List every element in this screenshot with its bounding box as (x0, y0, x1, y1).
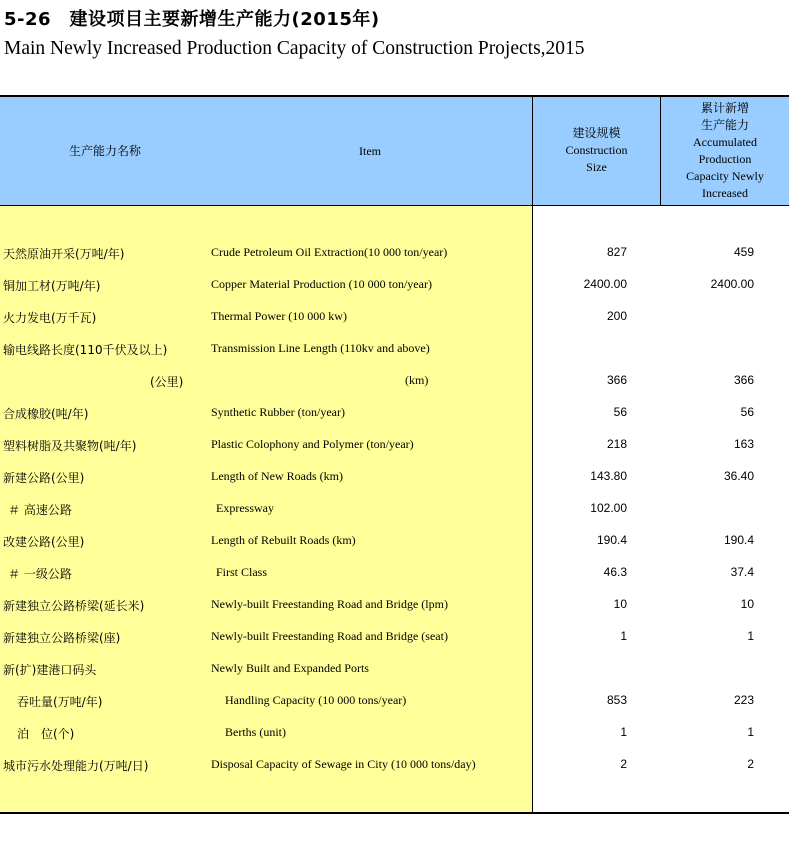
row-accumulated-capacity: 459 (733, 245, 754, 259)
row-construction-size: 1 (620, 725, 627, 739)
table-row (0, 309, 789, 341)
row-construction-size: 102.00 (590, 501, 627, 515)
table-row (0, 693, 789, 725)
header-acc-english-2: Production (698, 152, 752, 166)
table-row (0, 597, 789, 629)
header-item: Item (359, 144, 381, 158)
row-accumulated-capacity: 37.4 (730, 565, 754, 579)
header-size-english-1: Construction (565, 143, 628, 157)
row-construction-size: 143.80 (590, 469, 627, 483)
row-accumulated-capacity: 2400.00 (710, 277, 754, 291)
table-row (0, 501, 789, 533)
row-item-english: Disposal Capacity of Sewage in City (10 000 tons/day) (211, 757, 476, 771)
statistics-table (0, 95, 789, 815)
table-header-rule (0, 205, 789, 206)
header-acc-chinese-1: 累计新增 (700, 101, 749, 115)
row-name-chinese: ＃ 高速公路 (8, 503, 72, 517)
row-name-chinese: ＃ 一级公路 (8, 567, 72, 581)
table-title-chinese: 5-26 建设项目主要新增生产能力(2015年) (4, 9, 380, 30)
row-item-english: Length of New Roads (km) (211, 469, 343, 483)
row-accumulated-capacity: 223 (733, 693, 754, 707)
table-row (0, 469, 789, 501)
header-size-english-2: Size (586, 160, 607, 174)
header-construction-size (533, 125, 660, 176)
header-name-chinese: 生产能力名称 (68, 144, 141, 158)
table-row (0, 437, 789, 469)
row-item-english: Newly-built Freestanding Road and Bridge (seat) (211, 629, 448, 643)
header-acc-english-1: Accumulated (693, 135, 757, 149)
row-name-chinese: 输电线路长度(110千伏及以上) (3, 343, 168, 357)
row-construction-size: 853 (606, 693, 627, 707)
table-row (0, 277, 789, 309)
row-accumulated-capacity: 56 (740, 405, 754, 419)
row-name-chinese: 新建独立公路桥梁(座) (3, 631, 121, 645)
row-name-chinese: 新建独立公路桥梁(延长米) (3, 599, 145, 613)
table-bottom-rule (0, 812, 789, 814)
table-top-rule (0, 95, 789, 97)
header-acc-english-3: Capacity Newly (686, 169, 764, 183)
row-name-chinese: 合成橡胶(吨/年) (3, 407, 89, 421)
row-accumulated-capacity: 10 (740, 597, 754, 611)
row-item-english: Berths (unit) (225, 725, 286, 739)
table-row (0, 341, 789, 373)
row-construction-size: 56 (613, 405, 627, 419)
row-name-chinese: 铜加工材(万吨/年) (3, 279, 101, 293)
row-item-english: First Class (216, 565, 268, 579)
table-row (0, 565, 789, 597)
row-construction-size: 1 (620, 629, 627, 643)
row-accumulated-capacity: 2 (747, 757, 754, 771)
row-construction-size: 190.4 (596, 533, 627, 547)
row-name-chinese: 城市污水处理能力(万吨/日) (3, 759, 149, 773)
row-item-english: Crude Petroleum Oil Extraction(10 000 ton/year) (211, 245, 448, 259)
row-item-english: Newly Built and Expanded Ports (211, 661, 369, 675)
row-name-chinese: 火力发电(万千瓦) (3, 311, 97, 325)
row-construction-size: 2 (620, 757, 627, 771)
row-accumulated-capacity: 366 (733, 373, 754, 387)
row-item-english: Handling Capacity (10 000 tons/year) (225, 693, 407, 707)
table-row (0, 757, 789, 789)
header-acc-english-4: Increased (702, 186, 748, 200)
table-row (0, 405, 789, 437)
row-accumulated-capacity: 36.40 (723, 469, 754, 483)
row-item-english: Plastic Colophony and Polymer (ton/year) (211, 437, 414, 451)
row-item-english: (km) (405, 373, 429, 387)
row-name-chinese: 天然原油开采(万吨/年) (3, 247, 125, 261)
table-title-english: Main Newly Increased Production Capacity of Construction Projects,2015 (4, 38, 585, 59)
table-row (0, 629, 789, 661)
table-row (0, 533, 789, 565)
row-construction-size: 2400.00 (583, 277, 627, 291)
row-name-chinese: 塑料树脂及共聚物(吨/年) (3, 439, 137, 453)
table-row (0, 373, 789, 405)
row-construction-size: 366 (606, 373, 627, 387)
header-acc-chinese-2: 生产能力 (700, 118, 749, 132)
table-row (0, 245, 789, 277)
row-accumulated-capacity: 1 (747, 629, 754, 643)
row-name-chinese: (公里) (150, 375, 184, 389)
row-construction-size: 827 (606, 245, 627, 259)
header-size-chinese: 建设规模 (572, 126, 621, 140)
row-name-chinese: 泊 位(个) (17, 727, 75, 741)
row-item-english: Copper Material Production (10 000 ton/year) (211, 277, 432, 291)
row-name-chinese: 吞吐量(万吨/年) (17, 695, 103, 709)
header-accumulated (661, 100, 789, 202)
row-name-chinese: 新(扩)建港口码头 (3, 663, 97, 677)
row-construction-size: 10 (613, 597, 627, 611)
row-accumulated-capacity: 190.4 (723, 533, 754, 547)
row-construction-size: 200 (606, 309, 627, 323)
row-construction-size: 218 (606, 437, 627, 451)
row-name-chinese: 新建公路(公里) (3, 471, 85, 485)
table-row (0, 661, 789, 693)
row-item-english: Expressway (216, 501, 274, 515)
row-item-english: Newly-built Freestanding Road and Bridge (lpm) (211, 597, 448, 611)
row-name-chinese: 改建公路(公里) (3, 535, 85, 549)
row-accumulated-capacity: 163 (733, 437, 754, 451)
row-item-english: Length of Rebuilt Roads (km) (211, 533, 356, 547)
row-item-english: Synthetic Rubber (ton/year) (211, 405, 345, 419)
table-row (0, 725, 789, 757)
row-item-english: Thermal Power (10 000 kw) (211, 309, 347, 323)
row-accumulated-capacity: 1 (747, 725, 754, 739)
row-item-english: Transmission Line Length (110kv and above) (211, 341, 430, 355)
row-construction-size: 46.3 (603, 565, 627, 579)
